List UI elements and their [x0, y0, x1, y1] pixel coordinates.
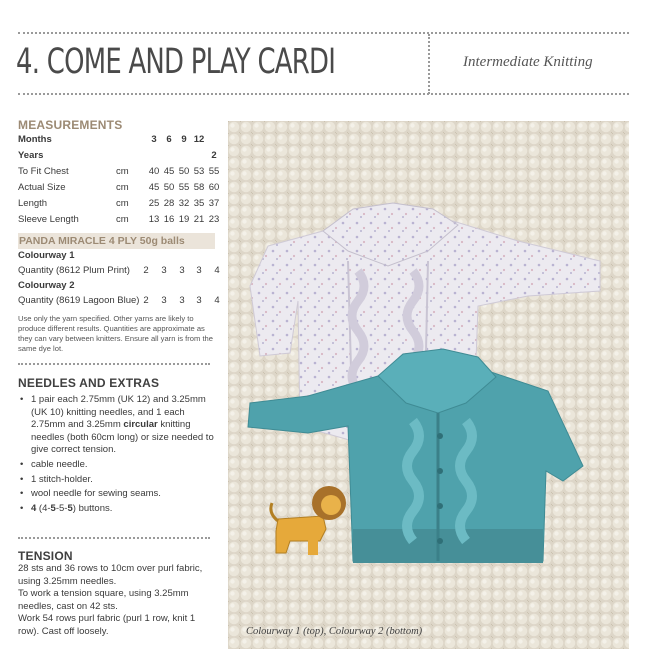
- tension-paragraph-1: 28 sts and 36 rows to 10cm over purl fabric, using 3.25mm needles.: [18, 563, 203, 587]
- table-cell: 60: [208, 182, 220, 193]
- quantity-value: 3: [161, 295, 167, 306]
- needles-dotted-rule: [18, 537, 210, 539]
- quantity-value: 3: [179, 295, 185, 306]
- table-row: [18, 196, 220, 212]
- quantity-row: [18, 293, 220, 309]
- measurements-section: [18, 118, 220, 228]
- row-unit: cm: [116, 166, 129, 177]
- table-cell: 58: [193, 182, 205, 193]
- row-unit: cm: [116, 198, 129, 209]
- quantity-value: 2: [143, 265, 149, 276]
- yarn-heading: PANDA MIRACLE 4 PLY 50g balls: [18, 233, 215, 249]
- photo-caption: Colourway 1 (top), Colourway 2 (bottom): [246, 626, 423, 637]
- table-cell: 21: [193, 214, 205, 225]
- table-cell: 23: [208, 214, 220, 225]
- yarn-dotted-rule: [18, 363, 210, 365]
- list-item: • 4 (4-5-5-5) buttons.: [18, 503, 214, 516]
- tension-paragraph-2: To work a tension square, using 3.25mm needles, cast on 42 sts.: [18, 588, 189, 612]
- table-cell: 32: [178, 198, 190, 209]
- quantity-value: 3: [179, 265, 185, 276]
- list-item: • 1 stitch-holder.: [18, 474, 214, 487]
- list-item: • 1 pair each 2.75mm (UK 12) and 3.25mm (UK 10) knitting needles, and 1 each 2.75mm and 3.25mm circular knitting needles (both 60cm long) or size needed to give correct tension.: [18, 394, 214, 457]
- yarn-note: Use only the yarn specified. Other yarns are likely to produce different results. Quantities are approximate as they can vary between knitters. Ensure all yarn is from the same dye lot.: [18, 314, 213, 353]
- table-cell: 53: [193, 166, 205, 177]
- table-cell: 50: [163, 182, 175, 193]
- row-label: To Fit Chest: [18, 166, 69, 177]
- needles-list: [18, 394, 214, 515]
- quantity-label: Quantity (8612 Plum Print): [18, 265, 130, 276]
- yarn-quantities: [18, 249, 220, 309]
- quantity-value: 3: [196, 265, 202, 276]
- quantity-value: 3: [196, 295, 202, 306]
- tension-heading: TENSION: [18, 549, 73, 563]
- colourway-name: Colourway 1: [18, 250, 75, 261]
- tension-section: [18, 549, 214, 639]
- top-dotted-rule: [18, 32, 629, 34]
- row-label: Length: [18, 198, 48, 209]
- header-bottom-dotted-rule: [18, 93, 629, 95]
- cardigan-photo: [228, 121, 629, 649]
- table-cell: 55: [178, 182, 190, 193]
- list-item: • cable needle.: [18, 459, 214, 472]
- header-dotted-divider: [428, 34, 430, 94]
- table-row: [18, 164, 220, 180]
- table-cell: 3: [151, 134, 157, 145]
- measurements-table: [18, 132, 220, 228]
- colourway-name: Colourway 2: [18, 280, 75, 291]
- table-cell: 6: [166, 134, 172, 145]
- row-unit: cm: [116, 182, 129, 193]
- list-item: • wool needle for sewing seams.: [18, 488, 214, 501]
- table-cell: 40: [148, 166, 160, 177]
- quantity-label: Quantity (8619 Lagoon Blue): [18, 295, 140, 306]
- table-row: [18, 212, 220, 228]
- row-label: Actual Size: [18, 182, 66, 193]
- table-cell: 2: [211, 150, 217, 161]
- table-cell: 45: [163, 166, 175, 177]
- table-cell: 28: [163, 198, 175, 209]
- yarn-section: [18, 233, 220, 354]
- table-row: [18, 148, 217, 164]
- table-cell: 45: [148, 182, 160, 193]
- row-label: Months: [18, 134, 52, 145]
- row-label: Years: [18, 150, 44, 161]
- row-label: Sleeve Length: [18, 214, 79, 225]
- measurements-heading: MEASUREMENTS: [18, 118, 123, 132]
- table-cell: 25: [148, 198, 160, 209]
- table-cell: 12: [193, 134, 205, 145]
- table-row: [18, 180, 220, 196]
- row-unit: cm: [116, 214, 129, 225]
- needles-heading: NEEDLES AND EXTRAS: [18, 376, 160, 390]
- quantity-value: 4: [214, 265, 220, 276]
- table-cell: 37: [208, 198, 220, 209]
- tension-paragraph-3: Work 54 rows purl fabric (purl 1 row, knit 1 row). Cast off loosely.: [18, 613, 196, 637]
- table-cell: 19: [178, 214, 190, 225]
- quantity-value: 2: [143, 295, 149, 306]
- table-row: [18, 132, 214, 148]
- table-cell: 9: [181, 134, 187, 145]
- table-cell: 13: [148, 214, 160, 225]
- table-cell: 50: [178, 166, 190, 177]
- table-cell: 16: [163, 214, 175, 225]
- photo-illustration: [228, 121, 629, 649]
- skill-level: Intermediate Knitting: [463, 54, 593, 70]
- quantity-row: [18, 263, 220, 279]
- needles-section: [18, 376, 214, 517]
- quantity-value: 4: [214, 295, 220, 306]
- pattern-title: 4. COME AND PLAY CARDI: [16, 42, 336, 82]
- quantity-value: 3: [161, 265, 167, 276]
- table-cell: 55: [208, 166, 220, 177]
- table-cell: 35: [193, 198, 205, 209]
